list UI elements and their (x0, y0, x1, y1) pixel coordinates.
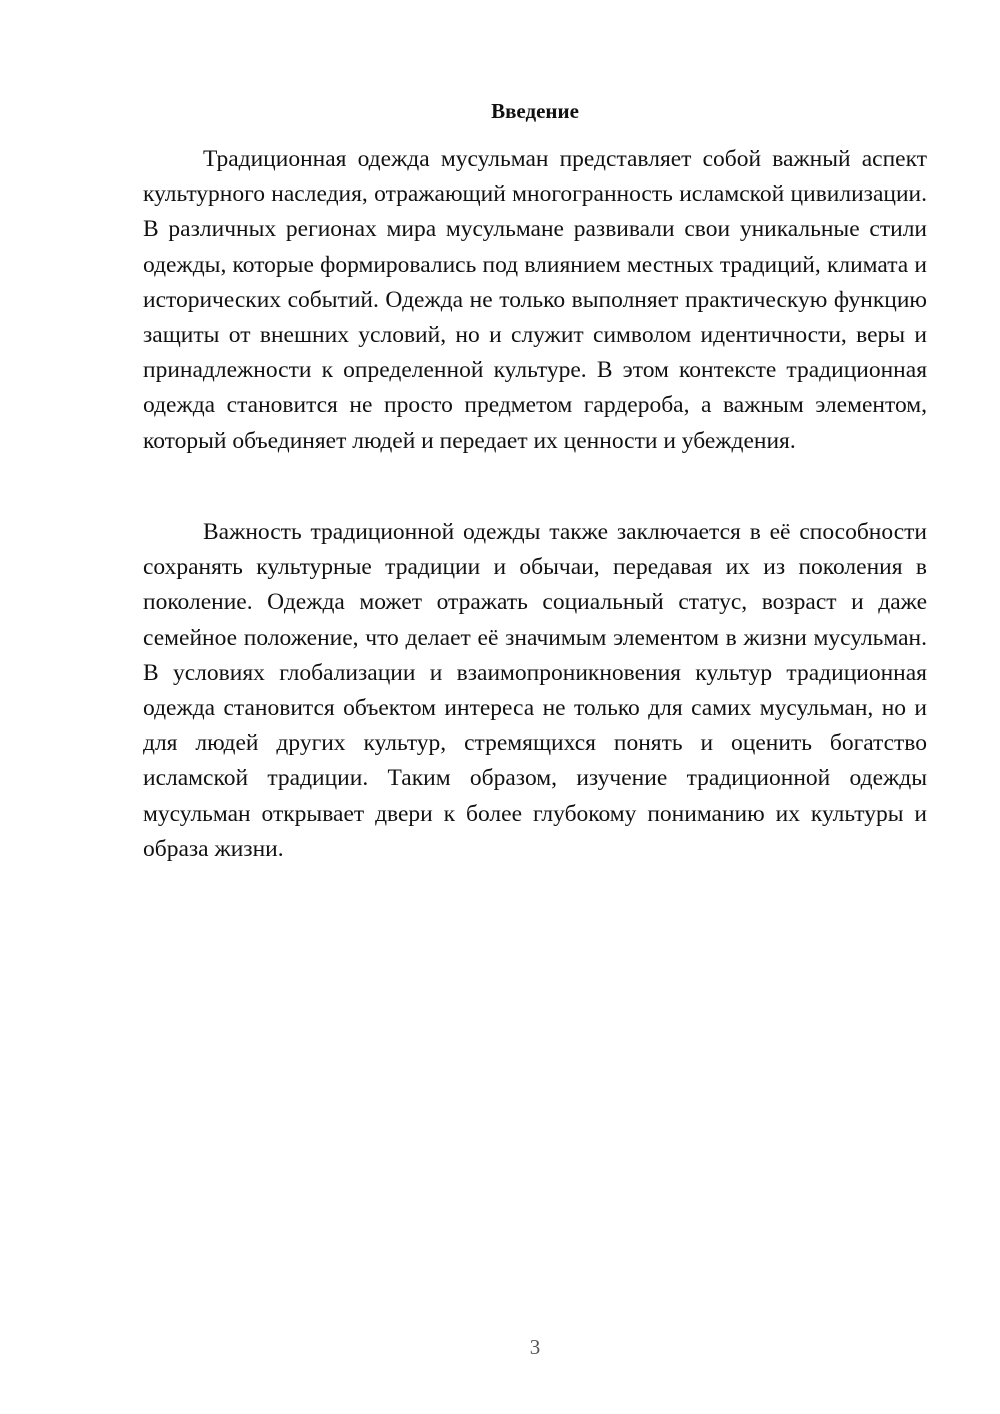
body-paragraph-2: Важность традиционной одежды также заключается в её способности сохранять культурные традиции и обычаи, передавая их из поколения в поколение. Одежда может отражать социальный статус, возраст и даже семейное положение, что делает её значимым элементом в жизни мусульман. В условиях глобализации и взаимопроникновения культур традиционная одежда становится объектом интереса не только для самих мусульман, но и для людей других культур, стремящихся понять и оценить богатство исламской традиции. Таким образом, изучение традиционной одежды мусульман открывает двери к более глубокому пониманию их культуры и образа жизни. (143, 519, 927, 862)
page-number: 3 (529, 1335, 541, 1359)
page-heading: Введение (491, 99, 579, 123)
body-paragraph-1: Традиционная одежда мусульман представляет собой важный аспект культурного наследия, отражающий многогранность исламской цивилизации. В различных регионах мира мусульмане развивали свои уникальные стили одежды, которые формировались под влиянием местных традиций, климата и исторических событий. Одежда не только выполняет практическую функцию защиты от внешних условий, но и служит символом идентичности, веры и принадлежности к определенной культуре. В этом контексте традиционная одежда становится не просто предметом гардероба, а важным элементом, который объединяет людей и передает их ценности и убеждения. (143, 146, 927, 454)
